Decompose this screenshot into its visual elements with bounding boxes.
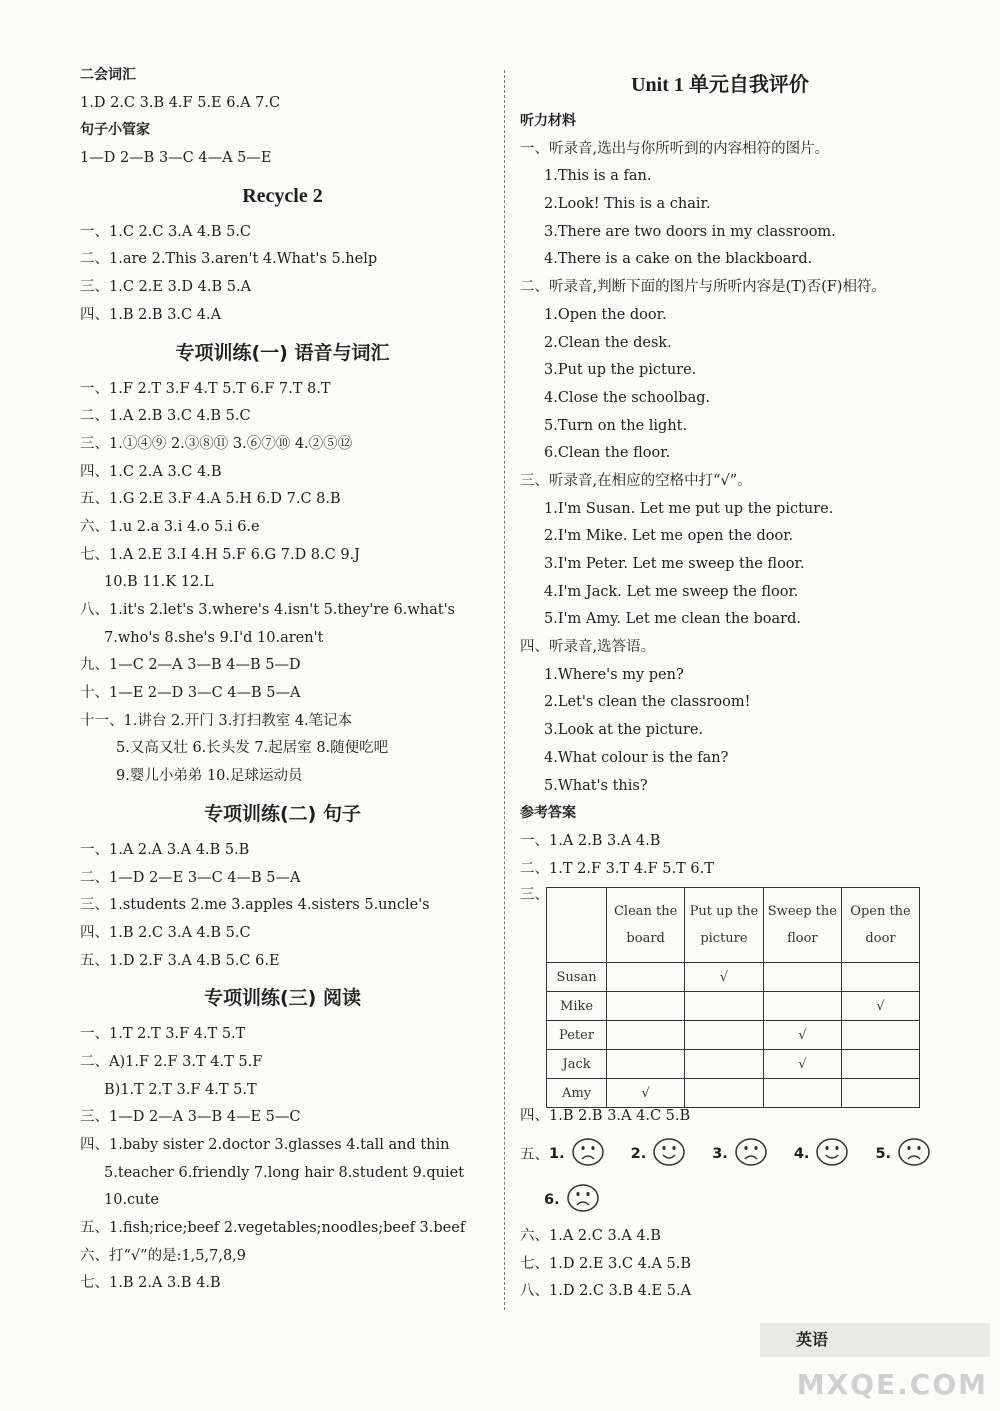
check-mark: √ [763, 1050, 841, 1079]
answer-line: 10.B 11.K 12.L [104, 574, 214, 591]
table-cell [685, 992, 764, 1021]
answer-line: 1.Where's my pen? [544, 666, 684, 683]
face-number: 6. [544, 1191, 560, 1208]
answer-line: 1.D 2.C 3.B 4.F 5.E 6.A 7.C [80, 94, 281, 111]
answer-line: 二、1.A 2.B 3.C 4.B 5.C [80, 408, 251, 425]
answer-line: 一、1.F 2.T 3.F 4.T 5.T 6.F 7.T 8.T [80, 380, 331, 397]
row-name: Peter [547, 1021, 607, 1050]
answer-line: 1—D 2—B 3—C 4—A 5—E [80, 150, 272, 167]
answer-line: 三、1.C 2.E 3.D 4.B 5.A [80, 279, 252, 296]
listening-section [520, 108, 920, 883]
face-number: 1. [549, 1145, 565, 1162]
sad-face-icon [560, 1183, 626, 1217]
section-title: 专项训练(一) 语音与词汇 [175, 341, 390, 364]
answer-line: 三、听录音,在相应的空格中打“√”。 [520, 472, 752, 489]
subject-footer: 英语 [760, 1323, 990, 1357]
answer-line: 5.teacher 6.friendly 7.long hair 8.student 9.quiet [104, 1164, 465, 1181]
answer-line: 三、1.students 2.me 3.apples 4.sisters 5.uncle's [80, 897, 430, 914]
answer-line: 五、1.G 2.E 3.F 4.A 5.H 6.D 7.C 8.B [80, 491, 341, 508]
answer-line: 2.Let's clean the classroom! [544, 694, 751, 711]
answer-line: 1.This is a fan. [544, 168, 652, 185]
answer-line: 5.What's this? [544, 777, 648, 794]
right-column [520, 62, 920, 1306]
answer-line: 十一、1.讲台 2.开门 3.打扫教室 4.笔记本 [80, 712, 353, 729]
answer-line: 四、1.C 2.A 3.C 4.B [80, 463, 222, 480]
table-corner [547, 888, 607, 963]
table-row [547, 1079, 920, 1108]
sad-face-icon [728, 1137, 794, 1171]
check-mark: √ [842, 992, 920, 1021]
faces-label: 五、 [520, 1147, 549, 1164]
answer-line: 3.Put up the picture. [544, 362, 697, 379]
answer-line: 六、1.u 2.a 3.i 4.o 5.i 6.e [80, 518, 260, 535]
table-row [547, 992, 920, 1021]
answer-line: 五、1.fish;rice;beef 2.vegetables;noodles;beef 3.beef [80, 1220, 466, 1237]
left-column [80, 62, 485, 1298]
table-row [547, 963, 920, 992]
answer-line: 八、1.it's 2.let's 3.where's 4.isn't 5.they're 6.what's [80, 602, 456, 618]
answer-line: 四、1.B 2.B 3.A 4.C 5.B [520, 1108, 691, 1125]
answer-line: 二、1—D 2—E 3—C 4—B 5—A [80, 869, 301, 886]
answer-line: 二、1.T 2.F 3.T 4.F 5.T 6.T [520, 860, 714, 877]
sad-face-icon [891, 1137, 957, 1171]
table-cell [685, 1079, 764, 1108]
answers-bottom [520, 1223, 920, 1306]
answer-table-section [520, 883, 920, 1103]
table-cell [842, 1021, 920, 1050]
happy-face-icon [809, 1137, 875, 1171]
answer-line: 10.cute [104, 1192, 159, 1209]
answer-line: 一、听录音,选出与你所听到的内容相符的图片。 [520, 140, 830, 157]
sad-face-icon [565, 1137, 631, 1171]
answer-line: 2.Look! This is a chair. [544, 196, 711, 213]
unit-title: Unit 1 单元自我评价 [631, 74, 809, 96]
answer-line: 三、1.①④⑨ 2.③⑧⑪ 3.⑥⑦⑩ 4.②⑤⑫ [80, 435, 353, 452]
check-mark: √ [763, 1021, 841, 1050]
answer-line: 六、1.A 2.C 3.A 4.B [520, 1227, 661, 1244]
answer-line: 一、1.C 2.C 3.A 4.B 5.C [80, 223, 252, 240]
table-cell [607, 1050, 685, 1079]
section-subheading: 二会词汇 [80, 67, 136, 83]
answer-line: 九、1—C 2—A 3—B 4—B 5—D [80, 657, 301, 674]
table-cell [842, 963, 920, 992]
answer-line: 4.I'm Jack. Let me sweep the floor. [544, 583, 799, 600]
face-number: 3. [712, 1145, 728, 1162]
answer-line: 4.Close the schoolbag. [544, 389, 711, 406]
answer-line: 6.Clean the floor. [544, 445, 671, 462]
answer-line: 六、打“√”的是:1,5,7,8,9 [80, 1247, 247, 1264]
answer-line: 2.I'm Mike. Let me open the door. [544, 528, 794, 545]
face-number: 4. [793, 1145, 810, 1162]
answer-line: 三、1—D 2—A 3—B 4—E 5—C [80, 1109, 301, 1126]
table-row [547, 1050, 920, 1079]
table-header: Open the door [842, 888, 920, 963]
answer-line: 七、1.A 2.E 3.I 4.H 5.F 6.G 7.D 8.C 9.J [80, 546, 360, 563]
answer-line: 1.I'm Susan. Let me put up the picture. [544, 500, 834, 517]
answer-line: 四、听录音,选答语。 [520, 639, 656, 656]
face-number: 2. [630, 1145, 647, 1162]
answer-line: 二、1.are 2.This 3.aren't 4.What's 5.help [80, 251, 378, 268]
watermark: MXQE.COM [796, 1368, 988, 1401]
row-name: Mike [547, 992, 607, 1021]
faces-section [520, 1131, 920, 1223]
answer-line: 四、1.B 2.C 3.A 4.B 5.C [80, 924, 251, 941]
answer-line: 4.There is a cake on the blackboard. [544, 251, 813, 268]
answer-line: 五、1.D 2.F 3.A 4.B 5.C 6.E [80, 952, 280, 969]
answer-table [546, 887, 920, 1108]
row-name: Susan [547, 963, 607, 992]
section-subheading: 参考答案 [520, 805, 576, 822]
table-cell [607, 992, 685, 1021]
answer-line: 4.What colour is the fan? [544, 749, 729, 766]
table-cell [763, 963, 841, 992]
answer-line: 5.I'm Amy. Let me clean the board. [544, 611, 801, 628]
answer-line: 5.又高又壮 6.长头发 7.起居室 8.随便吃吧 [116, 740, 389, 757]
table-cell [607, 963, 685, 992]
happy-face-icon [646, 1137, 712, 1171]
answer-line: 3.Look at the picture. [544, 722, 704, 739]
answer-line: B)1.T 2.T 3.F 4.T 5.T [104, 1081, 257, 1098]
table-header: Sweep the floor [763, 888, 841, 963]
answer-line: 二、听录音,判断下面的图片与所听内容是(T)否(F)相符。 [520, 279, 886, 296]
section-subheading: 听力材料 [520, 113, 576, 129]
answer-line: 七、1.B 2.A 3.B 4.B [80, 1275, 221, 1292]
table-cell [763, 1079, 841, 1108]
answer-line: 一、1.A 2.B 3.A 4.B [520, 832, 661, 849]
answer-line: 七、1.D 2.E 3.C 4.A 5.B [520, 1255, 692, 1272]
row-name: Amy [547, 1079, 607, 1108]
answer-line: 二、A)1.F 2.F 3.T 4.T 5.F [80, 1053, 263, 1070]
answer-line: 十、1—E 2—D 3—C 4—B 5—A [80, 685, 301, 702]
table-cell [685, 1050, 764, 1079]
check-mark: √ [685, 963, 764, 992]
section-title: 专项训练(二) 句子 [204, 802, 361, 825]
table-header: Put up the picture [685, 888, 764, 963]
table-row [547, 1021, 920, 1050]
table-cell [842, 1050, 920, 1079]
answer-line: 1.Open the door. [544, 306, 667, 323]
table-label: 三、 [520, 887, 549, 904]
table-header: Clean the board [607, 888, 685, 963]
answer-line: 3.I'm Peter. Let me sweep the floor. [544, 556, 805, 572]
section-title: Recycle 2 [242, 184, 323, 207]
answer-line: 四、1.baby sister 2.doctor 3.glasses 4.tall and thin [80, 1137, 450, 1153]
check-mark: √ [607, 1079, 685, 1108]
answer-line: 四、1.B 2.B 3.C 4.A [80, 306, 222, 323]
table-cell [842, 1079, 920, 1108]
answer-line: 7.who's 8.she's 9.I'd 10.aren't [104, 629, 324, 646]
answer-line: 3.There are two doors in my classroom. [544, 223, 836, 240]
column-divider [504, 70, 505, 1310]
answer-line: 一、1.A 2.A 3.A 4.B 5.B [80, 841, 250, 858]
face-number: 5. [875, 1145, 892, 1162]
answer-line: 八、1.D 2.C 3.B 4.E 5.A [520, 1283, 692, 1300]
table-cell [763, 992, 841, 1021]
row-name: Jack [547, 1050, 607, 1079]
answer-line: 一、1.T 2.T 3.F 4.T 5.T [80, 1026, 246, 1043]
answer-line: 5.Turn on the light. [544, 417, 688, 434]
answer-line: 2.Clean the desk. [544, 334, 672, 351]
table-cell [685, 1021, 764, 1050]
section-title: 专项训练(三) 阅读 [204, 987, 361, 1010]
table-cell [607, 1021, 685, 1050]
answer-line: 9.婴儿小弟弟 10.足球运动员 [116, 768, 303, 785]
section-subheading: 句子小管家 [80, 122, 150, 139]
